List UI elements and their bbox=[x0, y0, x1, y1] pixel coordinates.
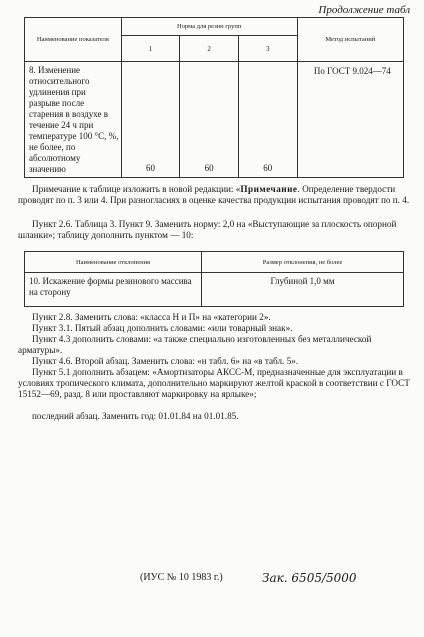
col-size-header: Размер отклонения, не более bbox=[202, 252, 404, 273]
note-paragraph: Примечание к таблице изложить в новой редакции: «Примечание. Определение твердости проводят по п. 3 или 4. При разногласиях в оценке качества продукции испытания проводят по п. 4. bbox=[18, 184, 410, 205]
group-3-header: 3 bbox=[238, 36, 297, 62]
row-value-3: 60 bbox=[238, 62, 297, 178]
properties-table bbox=[24, 17, 404, 178]
row-value-1: 60 bbox=[121, 62, 180, 178]
col-norm-header: Норма для резин групп bbox=[121, 18, 297, 36]
paragraph-4-3: Пункт 4.3 дополнить словами: «а также специально изготовленных без металлической арматуры». bbox=[18, 334, 372, 355]
paragraph-last: последний абзац. Заменить год: 01.01.84 на 01.01.85. bbox=[32, 411, 239, 421]
deviation-name: 10. Искажение формы резинового массива на сторону bbox=[25, 273, 202, 307]
group-1-header: 1 bbox=[121, 36, 180, 62]
row-value-2: 60 bbox=[180, 62, 239, 178]
handwritten-order-number: Зак. 6505/5000 bbox=[262, 571, 357, 585]
col-param-header: Наименование показателя bbox=[25, 18, 122, 62]
ius-reference: (ИУС № 10 1983 г.) bbox=[140, 572, 223, 583]
col-method-header: Метод испытаний bbox=[297, 18, 403, 62]
paragraph-3-1: Пункт 3.1. Пятый абзац дополнить словами: «или товарный знак». bbox=[32, 323, 293, 333]
note-word: Примечание bbox=[240, 184, 298, 194]
continued-label: Продолжение табл bbox=[318, 4, 410, 16]
paragraph-2-8: Пункт 2.8. Заменить слова: «класса Н и П» на «категории 2». bbox=[32, 312, 271, 322]
deviation-table bbox=[24, 251, 404, 307]
item-2-6-paragraph: Пункт 2.6. Таблица 3. Пункт 9. Заменить норму: 2,0 на «Выступающие за плоскость опорной шланки»; таблицу дополнить пунктом — 10: bbox=[18, 219, 397, 240]
group-2-header: 2 bbox=[180, 36, 239, 62]
paragraph-5-1: Пункт 5.1 дополнить абзацем: «Амортизаторы АКСС-М, предназначенные для эксплуатации в условиях тропического климата, дополнительно маркируют желтой краской в соответствии с ГОСТ 15152—69, разд. 8 или проставляют маркировку на ярлыке»; bbox=[18, 367, 410, 399]
row-method: По ГОСТ 9.024—74 bbox=[297, 62, 403, 178]
paragraph-4-6: Пункт 4.6. Второй абзац. Заменить слова: «н табл. 6» на «в табл. 5». bbox=[32, 356, 299, 366]
col-name-header: Наименование отклонения bbox=[25, 252, 202, 273]
deviation-size: Глубиной 1,0 мм bbox=[202, 273, 404, 307]
row-param: 8. Изменение относительного удлинения при разрыве после старения в воздухе в течение 24 ч при температуре 100 °С, %, не более, по абсолютному значению bbox=[25, 62, 122, 178]
